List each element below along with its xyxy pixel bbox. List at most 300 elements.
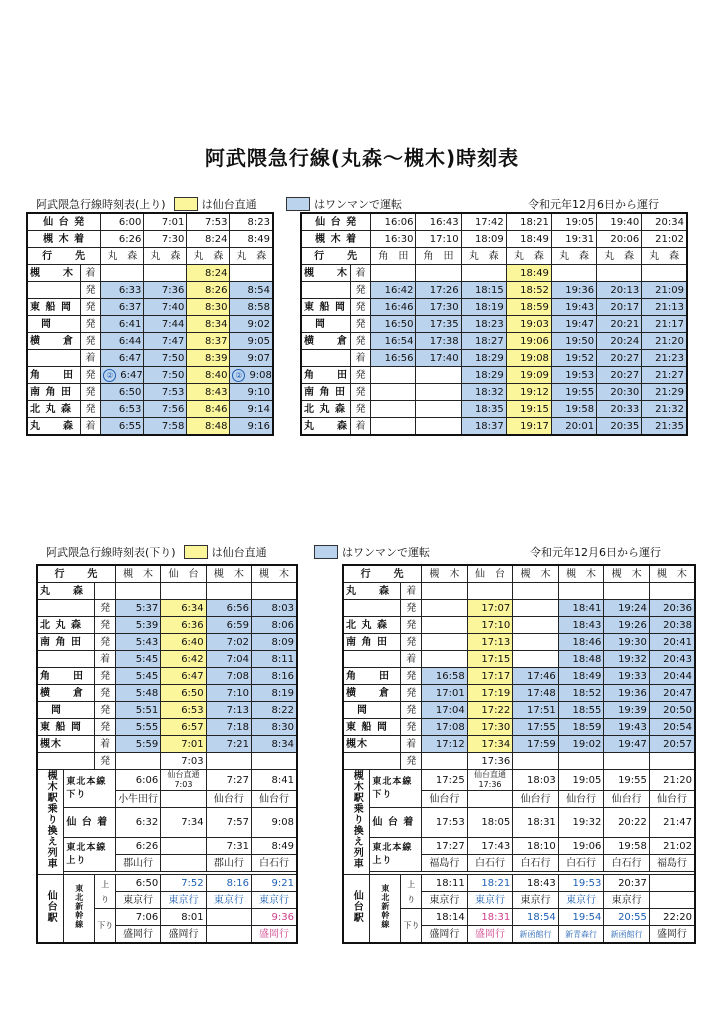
stop-row [343,719,695,736]
time-cell: 18:43 [558,617,604,634]
destination-cell: 新函館行 [513,926,559,944]
time-value: 9:08 [249,369,272,381]
time-cell: 19:31 [551,231,596,248]
time-cell [513,583,559,600]
stop-row [27,401,273,418]
time-cell [206,909,251,926]
arr-dep: 発 [80,316,101,333]
time-cell: 6:41 [101,316,144,333]
station-name [343,753,401,770]
time-cell: 19:17 [506,418,551,436]
time-cell: 17:55 [513,719,559,736]
time-cell: 8:54 [230,282,273,299]
stop-row [37,600,297,617]
time-cell: 5:51 [115,702,160,719]
time-cell [101,367,144,384]
time-cell: 16:56 [371,350,416,367]
stop-row [37,753,297,770]
destination-cell [467,791,513,808]
destination-cell: 丸 森 [187,248,230,265]
time-cell: 21:20 [642,333,687,350]
destination-cell: 小牛田行 [115,791,160,808]
time-cell: 8:16 [252,668,297,685]
shinkansen-row [37,875,297,892]
time-cell [513,617,559,634]
time-cell: 9:10 [230,384,273,401]
time-cell: 7:36 [144,282,187,299]
arr-dep: 着 [401,736,422,753]
time-cell: 6:32 [115,808,160,838]
time-cell: 6:06 [115,770,160,791]
time-cell: 18:46 [558,634,604,651]
up-caption-left [36,196,257,212]
stop-row [343,753,695,770]
arr-dep: 発 [401,617,422,634]
arr-dep: 発 [95,600,116,617]
destination-label: 行 先 [27,248,101,265]
destination-cell: 郡山行 [115,855,160,872]
destination-cell: 槻 木 [604,565,650,583]
time-cell: 18:55 [558,702,604,719]
line-label: 東北本線下り [64,770,116,808]
time-cell: 8:46 [187,401,230,418]
time-cell: 18:31 [513,808,559,838]
destination-cell: 丸 森 [597,248,642,265]
time-cell: 20:35 [597,418,642,436]
destination-cell: 丸 森 [230,248,273,265]
time-cell: 19:12 [506,384,551,401]
stop-row [343,600,695,617]
time-cell: 20:06 [597,231,642,248]
time-cell: 17:30 [416,299,461,316]
time-cell [230,367,273,384]
time-cell [642,265,687,282]
time-cell [649,875,695,892]
station-name: 東 船 岡 [301,299,350,316]
transfer-side-label [343,770,370,875]
station-name: 槻木 [343,736,401,753]
destination-cell: 白石行 [513,855,559,872]
time-cell: 20:41 [649,634,695,651]
destination-cell: 盛岡行 [649,926,695,944]
station-name: 角 田 [301,367,350,384]
down-caption: 阿武隈急行線時刻表(下り) [46,546,176,559]
time-cell: 18:03 [513,770,559,791]
time-cell: 17:51 [513,702,559,719]
time-cell: 6:57 [161,719,206,736]
destination-cell: 盛岡行 [422,926,468,944]
time-cell [422,600,468,617]
blue-swatch [314,545,338,559]
station-name: 横 倉 [301,333,350,350]
arr-dep: 着 [401,583,422,600]
time-cell: 19:36 [551,282,596,299]
time-cell: 20:34 [642,213,687,231]
time-cell: 16:43 [416,213,461,231]
time-cell: 7:53 [144,384,187,401]
time-cell: 7:13 [206,702,251,719]
time-cell: 18:35 [461,401,506,418]
time-cell [422,753,468,770]
station-name: 角 田 [343,668,401,685]
time-cell: 19:47 [604,736,650,753]
stop-row [37,617,297,634]
time-cell [416,418,461,436]
time-cell: 20:21 [597,316,642,333]
time-cell: 20:38 [649,617,695,634]
time-cell: 5:59 [115,736,160,753]
station-name: 岡 [37,702,95,719]
station-name: 横 倉 [343,685,401,702]
time-cell: 19:24 [604,600,650,617]
time-cell: 18:11 [422,875,468,892]
time-cell: 7:57 [206,808,251,838]
shinkansen-line-label [64,875,95,944]
stop-row [343,617,695,634]
time-cell: 19:58 [604,838,650,855]
stop-row [301,401,687,418]
station-name: 槻 木 [301,265,350,282]
time-cell: 18:29 [461,367,506,384]
arr-dep: 着 [80,418,101,436]
destination-cell: 盛岡行 [467,926,513,944]
destination-cell: 角 田 [416,248,461,265]
stop-row [343,685,695,702]
time-cell: 17:13 [467,634,513,651]
time-cell: 6:56 [206,600,251,617]
blue-swatch [286,197,310,211]
transfer-row [37,770,297,791]
time-cell: 7:44 [144,316,187,333]
time-cell: 8:09 [252,634,297,651]
sendai-arrival-row [343,808,695,838]
time-cell: 17:19 [467,685,513,702]
time-cell: 21:47 [649,808,695,838]
station-name: 東 船 岡 [343,719,401,736]
time-cell: 6:47 [101,350,144,367]
time-cell: 19:08 [506,350,551,367]
time-cell: 7:10 [206,685,251,702]
time-cell: 7:31 [206,838,251,855]
station-name: 岡 [301,316,350,333]
destination-cell: 槻 木 [115,565,160,583]
stop-row [301,316,687,333]
effective-date: 令和元年12月6日から運行 [528,198,659,211]
time-cell: 18:59 [558,719,604,736]
destination-cell: 丸 森 [642,248,687,265]
time-cell [416,367,461,384]
time-cell: 19:32 [558,808,604,838]
direction-label: 下り [401,909,422,944]
station-name: 槻 木 [27,265,80,282]
down-caption-mid [306,544,430,560]
transfer-side-text: 槻木駅乗り換え列車 [45,770,57,869]
arr-dep: 発 [95,702,116,719]
station-label: 槻 木 着 [301,231,371,248]
time-cell: 21:27 [642,367,687,384]
time-cell: 19:43 [604,719,650,736]
arr-dep: 発 [95,753,116,770]
time-cell: 5:45 [115,651,160,668]
time-cell: 17:34 [467,736,513,753]
time-cell: 20:54 [649,719,695,736]
time-cell: 8:26 [187,282,230,299]
station-name: 角 田 [27,367,80,384]
destination-row [301,248,687,265]
station-name [37,753,95,770]
time-cell: 21:13 [642,299,687,316]
time-cell [206,753,251,770]
up-effective [528,196,659,212]
station-name: 北 丸 森 [343,617,401,634]
time-cell: 19:40 [597,213,642,231]
stop-row [27,282,273,299]
time-cell: 9:36 [252,909,297,926]
destination-cell: 福島行 [422,855,468,872]
time-cell: 20:17 [597,299,642,316]
destination-cell: 仙台行 [513,791,559,808]
time-cell: 19:09 [506,367,551,384]
time-cell: 19:05 [551,213,596,231]
station-name: 北 丸 森 [301,401,350,418]
time-cell: 17:25 [422,770,468,791]
legend-blue: はワンマンで運転 [314,198,402,211]
time-cell: 18:21 [506,213,551,231]
time-cell [101,265,144,282]
time-cell: 7:21 [206,736,251,753]
time-cell: 16:54 [371,333,416,350]
time-cell: 21:23 [642,350,687,367]
time-cell: 7:50 [144,350,187,367]
time-cell [371,418,416,436]
stop-row [343,736,695,753]
arr-dep: 着 [95,651,116,668]
time-cell: 20:22 [604,808,650,838]
destination-cell: 角 田 [371,248,416,265]
time-cell [371,265,416,282]
station-label: 仙 台 発 [27,213,101,231]
time-cell: 18:54 [513,909,559,926]
time-cell: 17:22 [467,702,513,719]
time-cell: 9:21 [252,875,297,892]
page-title: 阿武隈急行線(丸森～槻木)時刻表 [204,146,520,170]
time-cell [416,401,461,418]
time-cell: 7:02 [206,634,251,651]
shinkansen-side-label [343,875,370,944]
stop-row [37,668,297,685]
time-cell: 5:37 [115,600,160,617]
station-name [27,350,80,367]
arr-dep: 発 [95,719,116,736]
time-cell [649,583,695,600]
time-cell: 17:43 [467,838,513,855]
time-cell: 17:10 [416,231,461,248]
destination-cell: 東京行 [252,892,297,909]
arr-dep: 発 [350,299,371,316]
time-cell: 7:06 [115,909,160,926]
time-cell [416,384,461,401]
time-cell: 20:47 [649,685,695,702]
destination-cell: 福島行 [649,855,695,872]
two-car-icon: ② [103,369,116,382]
time-cell: 18:29 [461,350,506,367]
time-cell: 8:16 [206,875,251,892]
time-cell: 21:02 [642,231,687,248]
time-cell [513,651,559,668]
time-cell: 8:34 [252,736,297,753]
arr-dep: 発 [95,685,116,702]
time-cell [558,583,604,600]
time-cell: 19:33 [604,668,650,685]
time-cell [252,583,297,600]
time-cell [206,583,251,600]
time-cell: 6:53 [101,401,144,418]
station-name [343,600,401,617]
time-cell: 18:14 [422,909,468,926]
time-cell: 20:33 [597,401,642,418]
station-name: 北 丸 森 [27,401,80,418]
transfer-side-label [37,770,64,875]
time-cell: 8:03 [252,600,297,617]
destination-cell: 東京行 [558,892,604,909]
down-left-table [36,564,298,944]
destination-row [343,565,695,583]
time-cell: 5:43 [115,634,160,651]
stop-row [37,651,297,668]
time-cell [416,265,461,282]
shinkansen-side-text: 仙台駅 [351,889,363,923]
time-cell: 17:36 [467,753,513,770]
destination-cell [206,926,251,944]
arr-dep [95,583,116,600]
time-cell: 8:24 [187,265,230,282]
time-cell: 17:59 [513,736,559,753]
time-cell: 7:04 [206,651,251,668]
time-cell: 7:30 [144,231,187,248]
time-cell [371,367,416,384]
time-cell: 18:48 [558,651,604,668]
time-cell: 19:30 [604,634,650,651]
time-cell: 6:53 [161,702,206,719]
shinkansen-side-label [37,875,64,944]
time-cell: 9:05 [230,333,273,350]
time-cell: 19:02 [558,736,604,753]
time-cell: 18:49 [506,265,551,282]
time-cell: 17:46 [513,668,559,685]
time-cell [461,265,506,282]
station-name: 東 船 岡 [37,719,95,736]
arr-dep: 発 [350,333,371,350]
arr-dep: 発 [95,617,116,634]
stop-row [301,265,687,282]
time-cell: 6:34 [161,600,206,617]
time-cell: 18:23 [461,316,506,333]
direction-label: 上り [95,875,116,909]
time-cell: 20:37 [604,875,650,892]
time-cell: 17:38 [416,333,461,350]
sendai-arrival-row [37,808,297,838]
two-car-icon: ② [232,369,245,382]
stop-row [343,634,695,651]
time-cell: 20:57 [649,736,695,753]
destination-cell: 東京行 [513,892,559,909]
destination-cell: 槻 木 [649,565,695,583]
time-cell [161,838,206,855]
transfer-row [343,770,695,791]
time-cell: 8:39 [187,350,230,367]
stop-row [301,299,687,316]
time-cell: 8:24 [187,231,230,248]
time-cell [649,753,695,770]
time-cell: 7:56 [144,401,187,418]
time-cell: 20:27 [597,367,642,384]
time-cell: 21:32 [642,401,687,418]
stop-row [27,350,273,367]
time-cell: 20:43 [649,651,695,668]
time-cell: 20:55 [604,909,650,926]
station-name: 丸 森 [343,583,401,600]
stop-row [37,702,297,719]
station-name: 槻木 [37,736,95,753]
time-cell: 7:40 [144,299,187,316]
time-cell: 19:06 [558,838,604,855]
line-label: 東北本線上り [370,838,422,872]
arr-dep: 着 [401,651,422,668]
time-cell: 7:52 [161,875,206,892]
time-cell: 17:53 [422,808,468,838]
time-cell: 16:06 [371,213,416,231]
time-cell: 17:10 [467,617,513,634]
time-cell: 19:55 [551,384,596,401]
time-cell: 17:01 [422,685,468,702]
time-cell: 18:37 [461,418,506,436]
station-name: 横 倉 [27,333,80,350]
arr-dep: 発 [401,600,422,617]
time-cell: 7:47 [144,333,187,350]
stop-row [343,583,695,600]
destination-cell: 東京行 [422,892,468,909]
time-cell: 18:09 [461,231,506,248]
destination-cell: 丸 森 [101,248,144,265]
time-cell: 20:24 [597,333,642,350]
arr-dep: 着 [350,350,371,367]
station-name: 角 田 [37,668,95,685]
stop-row [301,350,687,367]
station-name [301,350,350,367]
stop-row [301,367,687,384]
time-cell: 19:54 [558,909,604,926]
time-cell: 9:14 [230,401,273,418]
time-cell: 17:07 [467,600,513,617]
time-cell [422,617,468,634]
destination-cell: 白石行 [558,855,604,872]
arr-dep: 発 [401,634,422,651]
time-cell: 7:08 [206,668,251,685]
time-cell: 18:27 [461,333,506,350]
destination-cell [161,791,206,808]
down-right-table [342,564,696,944]
station-name: 岡 [343,702,401,719]
arr-dep: 発 [350,367,371,384]
time-cell: 16:30 [371,231,416,248]
time-cell: 19:52 [551,350,596,367]
time-cell: 18:49 [558,668,604,685]
arr-dep: 発 [401,753,422,770]
station-name [27,282,80,299]
time-cell: 19:03 [506,316,551,333]
station-name [37,651,95,668]
time-cell: 8:19 [252,685,297,702]
